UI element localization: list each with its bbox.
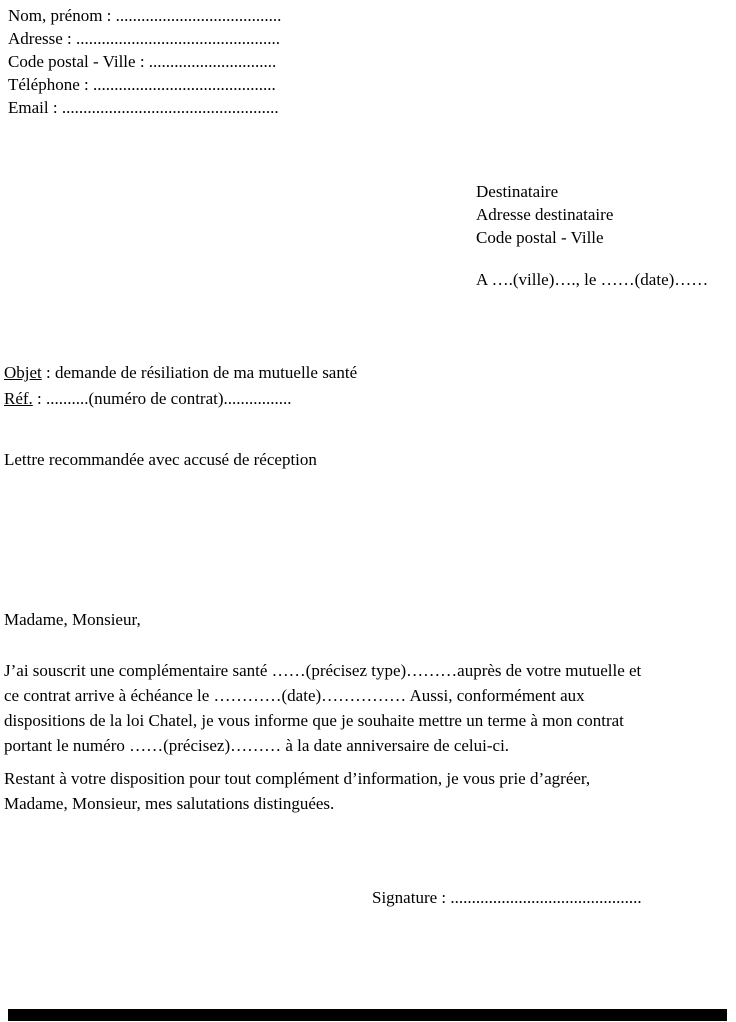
- registered-mail-mention: Lettre recommandée avec accusé de réception: [4, 450, 317, 469]
- body-paragraph-2: [4, 766, 590, 816]
- subject-label: Objet: [4, 363, 42, 382]
- sender-postal-city-line: Code postal - Ville : ..............................: [8, 52, 277, 71]
- sender-block: [8, 4, 281, 119]
- place-date-line: A ….(ville)…., le ……(date)……: [476, 270, 709, 289]
- sender-address-line: Adresse : ................................................: [8, 29, 280, 48]
- recipient-name-line: Destinataire: [476, 182, 559, 201]
- body-line: ce contrat arrive à échéance le …………(date)…………… Aussi, conformément aux: [4, 686, 585, 705]
- subject-line: [4, 360, 357, 386]
- sender-phone-line: Téléphone : ...........................................: [8, 75, 276, 94]
- bottom-scan-bar: [8, 1009, 727, 1021]
- reference-line: [4, 386, 357, 412]
- recipient-postal-city-line: Code postal - Ville: [476, 228, 604, 247]
- body-paragraph-1: [4, 658, 641, 758]
- subject-text: : demande de résiliation de ma mutuelle santé: [41, 363, 358, 382]
- reference-label: Réf.: [4, 389, 33, 408]
- body-line: portant le numéro ……(précisez)……… à la date anniversaire de celui-ci.: [4, 736, 510, 755]
- recipient-address-line: Adresse destinataire: [476, 205, 614, 224]
- recipient-block: [476, 180, 613, 249]
- sender-name-line: Nom, prénom : .......................................: [8, 6, 282, 25]
- salutation: Madame, Monsieur,: [4, 610, 141, 629]
- body-line: dispositions de la loi Chatel, je vous informe que je souhaite mettre un terme à mon contrat: [4, 711, 624, 730]
- body-line: Madame, Monsieur, mes salutations distinguées.: [4, 794, 335, 813]
- sender-email-line: Email : ...................................................: [8, 98, 279, 117]
- signature-line: Signature : .............................................: [372, 888, 642, 907]
- reference-text: : ..........(numéro de contrat)................: [32, 389, 292, 408]
- subject-block: [4, 360, 357, 412]
- body-line: Restant à votre disposition pour tout complément d’information, je vous prie d’agréer,: [4, 769, 591, 788]
- body-line: J’ai souscrit une complémentaire santé ……(précisez type)………auprès de votre mutuelle et: [4, 661, 642, 680]
